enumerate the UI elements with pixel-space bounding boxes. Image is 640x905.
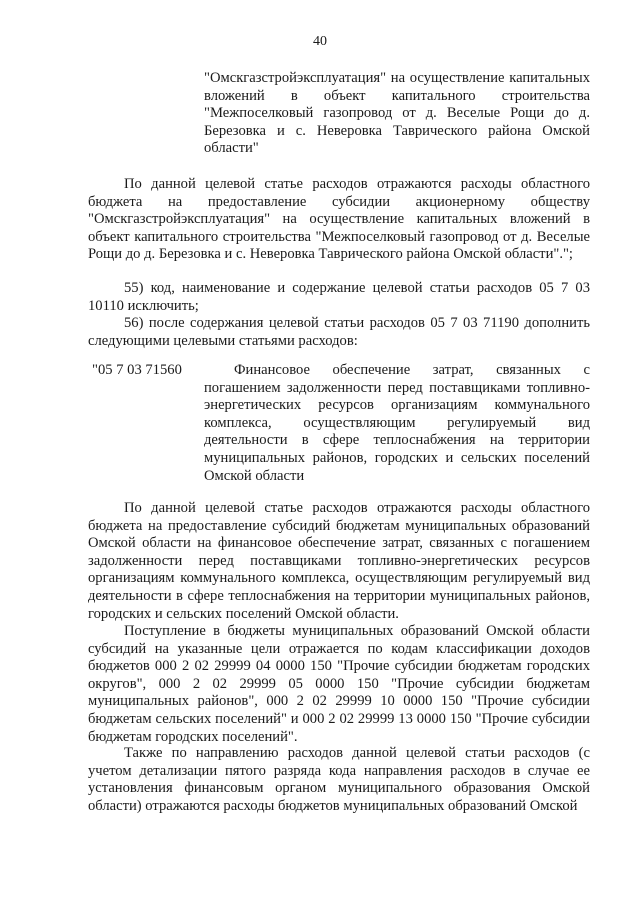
paragraph-item-56: 56) после содержания целевой статьи расходов 05 7 03 71190 дополнить следующими целевыми статьями расходов: (88, 315, 590, 349)
paragraph-revenue-codes: Поступление в бюджеты муниципальных образований Омской области субсидий на указанные цели отражается по кодам классификации доходов бюджетов 000 2 02 29999 04 0000 150 "Прочие субсидии бюджетам городских округов", 000 2 02 29999 05 0000 150 "Прочие субсидии бюджетам муниципальных районов", 000 2 02 29999 10 0000 150 "Прочие субсидии бюджетам сельских поселений" и 000 2 02 29999 13 0000 150 "Прочие субсидии бюджетам городских поселений". (88, 623, 590, 745)
paragraph-description-1: По данной целевой статье расходов отражаются расходы областного бюджета на предоставление субсидии акционерному обществу "Омскгазстройэксплуатация" на осуществление капитальных вложений в объект капитального строительства "Межпоселковый газопровод от д. Веселые Рощи до д. Березовка и с. Неверовка Таврического района Омской области"."; (88, 176, 590, 263)
paragraph-description-2: По данной целевой статье расходов отражаются расходы областного бюджета на предоставление субсидий бюджетам муниципальных образований Омской области на финансовое обеспечение затрат, связанных с погашением задолженности перед поставщиками топливно-энергетических ресурсов организациям коммунального комплекса, осуществляющим регулируемый вид деятельности в сфере теплоснабжения на территории муниципальных районов, городских и сельских поселений Омской области. (88, 500, 590, 622)
heading-continuation: "Омскгазстройэксплуатация" на осуществление капитальных вложений в объект капитального строительства "Межпоселковый газопровод от д. Веселые Рощи до д. Березовка и с. Неверовка Таврического района Омской области" (204, 70, 590, 157)
page-number: 40 (313, 34, 327, 49)
paragraph-municipal-expenses: Также по направлению расходов данной целевой статьи расходов (с учетом детализации пятого разряда кода направления расходов в случае ее установления финансовым органом муниципального образования Омской области) отражаются расходы бюджетов муниципальных образований Омской (88, 745, 590, 814)
target-article-name: Финансовое обеспечение затрат, связанных с погашением задолженности перед поставщиками топливно-энергетических ресурсов организациям коммунального комплекса, осуществляющим регулируемый вид деятельности в сфере теплоснабжения на территории муниципальных районов, городских и сельских поселений Омской области (204, 362, 590, 484)
target-article-code: "05 7 03 71560 (92, 362, 182, 378)
paragraph-item-55: 55) код, наименование и содержание целевой статьи расходов 05 7 03 10110 исключить; (88, 280, 590, 314)
